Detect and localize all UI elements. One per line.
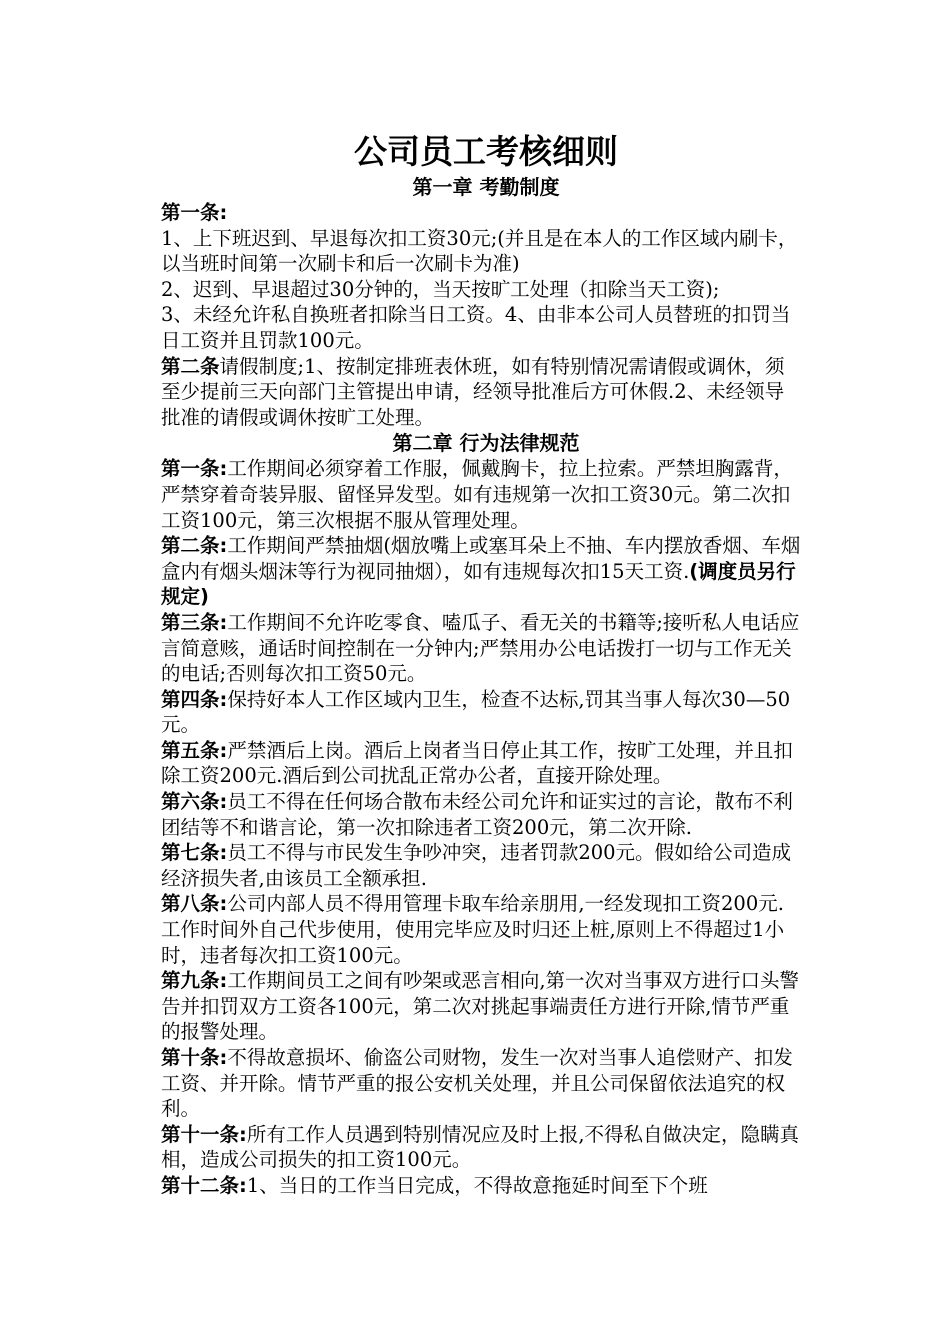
article (161, 302, 801, 353)
article-text: 保持好本人工作区域内卫生，检查不达标,罚其当事人每次30—50元。 (161, 687, 791, 737)
article (161, 891, 801, 968)
article-text: 2、迟到、早退超过30分钟的，当天按旷工处理（扣除当天工资); (161, 277, 720, 301)
article-note: (调度员另行规定) (161, 559, 796, 609)
article-text: 3、未经允许私自换班者扣除当日工资。4、由非本公司人员替班的扣罚当日工资并且罚款100元。 (161, 303, 791, 352)
chapter-heading: 第二章 行为法律规范 (392, 431, 580, 456)
article-label: 第九条: (161, 969, 228, 993)
article (161, 277, 801, 303)
article (161, 968, 801, 1045)
article (161, 456, 801, 533)
article-label: 第十二条: (161, 1173, 247, 1197)
article-label: 第八条: (161, 892, 228, 916)
article-label: 第十条: (161, 1046, 228, 1069)
article (161, 1045, 801, 1122)
article-label: 第一条: (161, 201, 228, 224)
article-label: 第二条: (161, 534, 228, 558)
article (161, 354, 801, 431)
article (161, 610, 801, 687)
article-text: 工作期间员工之间有吵架或恶言相向,第一次对当事双方进行口头警告并扣罚双方工资各100元，第二次对挑起事端责任方进行开除,情节严重的报警处理。 (161, 969, 800, 1044)
article-label: 第四条: (161, 687, 228, 711)
article (161, 533, 801, 610)
article-text: 所有工作人员遇到特别情况应及时上报,不得私自做决定，隐瞒真相，造成公司损失的扣工资100元。 (161, 1122, 800, 1172)
article-text: 公司内部人员不得用管理卡取车给亲朋用,一经发现扣工资200元.工作时间外自己代步使用，使用完毕应及时归还上桩,原则上不得超过1小时，违者每次扣工资100元。 (161, 892, 785, 967)
article (161, 687, 801, 738)
article-text: 严禁酒后上岗。酒后上岗者当日停止其工作，按旷工处理，并且扣除工资200元.酒后到公司扰乱正常办公者，直接开除处理。 (161, 738, 793, 788)
article-text: 1、当日的工作当日完成，不得故意拖延时间至下个班 (246, 1173, 708, 1197)
document-page (161, 130, 801, 1199)
article-label: 第六条: (161, 790, 228, 814)
article-text: 请假制度;1、按制定排班表休班，如有特别情况需请假或调休，须至少提前三天向部门主管提出申请，经领导批准后方可休假.2、未经领导批准的请假或调休按旷工处理。 (161, 354, 785, 429)
article-text: 不得故意损坏、偷盗公司财物，发生一次对当事人追偿财产、扣发工资、并开除。情节严重的报公安机关处理，并且公司保留依法追究的权利。 (161, 1046, 793, 1121)
article-text: 1、上下班迟到、早退每次扣工资30元;(并且是在本人的工作区域内刷卡，以当班时间第一次刷卡和后一次刷卡为准) (161, 226, 798, 276)
article-label: 第十一条: (161, 1122, 247, 1146)
article (161, 226, 801, 277)
article (161, 738, 801, 789)
article-label: 第二条 (161, 354, 220, 378)
article (161, 200, 801, 226)
article-label: 第七条: (161, 841, 228, 865)
article-text: 工作期间必须穿着工作服，佩戴胸卡，拉上拉索。严禁坦胸露背，严禁穿着奇装异服、留怪异发型。如有违规第一次扣工资30元。第二次扣工资100元，第三次根据不服从管理处理。 (161, 457, 793, 532)
document-title: 公司员工考核细则 (354, 132, 618, 171)
article (161, 1173, 801, 1199)
article-text: 员工不得与市民发生争吵冲突，违者罚款200元。假如给公司造成经济损失者,由该员工全额承担. (161, 841, 792, 890)
article-text: 员工不得在任何场合散布未经公司允许和证实过的言论，散布不利团结等不和谐言论，第一次扣除违者工资200元，第二次开除. (161, 790, 793, 839)
article-text: 工作期间严禁抽烟(烟放嘴上或塞耳朵上不抽、车内摆放香烟、车烟盒内有烟头烟沫等行为视同抽烟），如有违规每次扣15天工资. (161, 534, 801, 583)
article (161, 789, 801, 840)
article-text: 工作期间不允许吃零食、嗑瓜子、看无关的书籍等;接听私人电话应言简意赅，通话时间控制在一分钟内;严禁用办公电话拨打一切与工作无关的电话;否则每次扣工资50元。 (161, 610, 800, 686)
article-label: 第三条: (161, 610, 228, 634)
article-label: 第五条: (161, 738, 228, 762)
article (161, 840, 801, 891)
article (161, 1122, 801, 1173)
article-label: 第一条: (161, 457, 228, 481)
chapter-heading: 第一章 考勤制度 (412, 175, 560, 199)
